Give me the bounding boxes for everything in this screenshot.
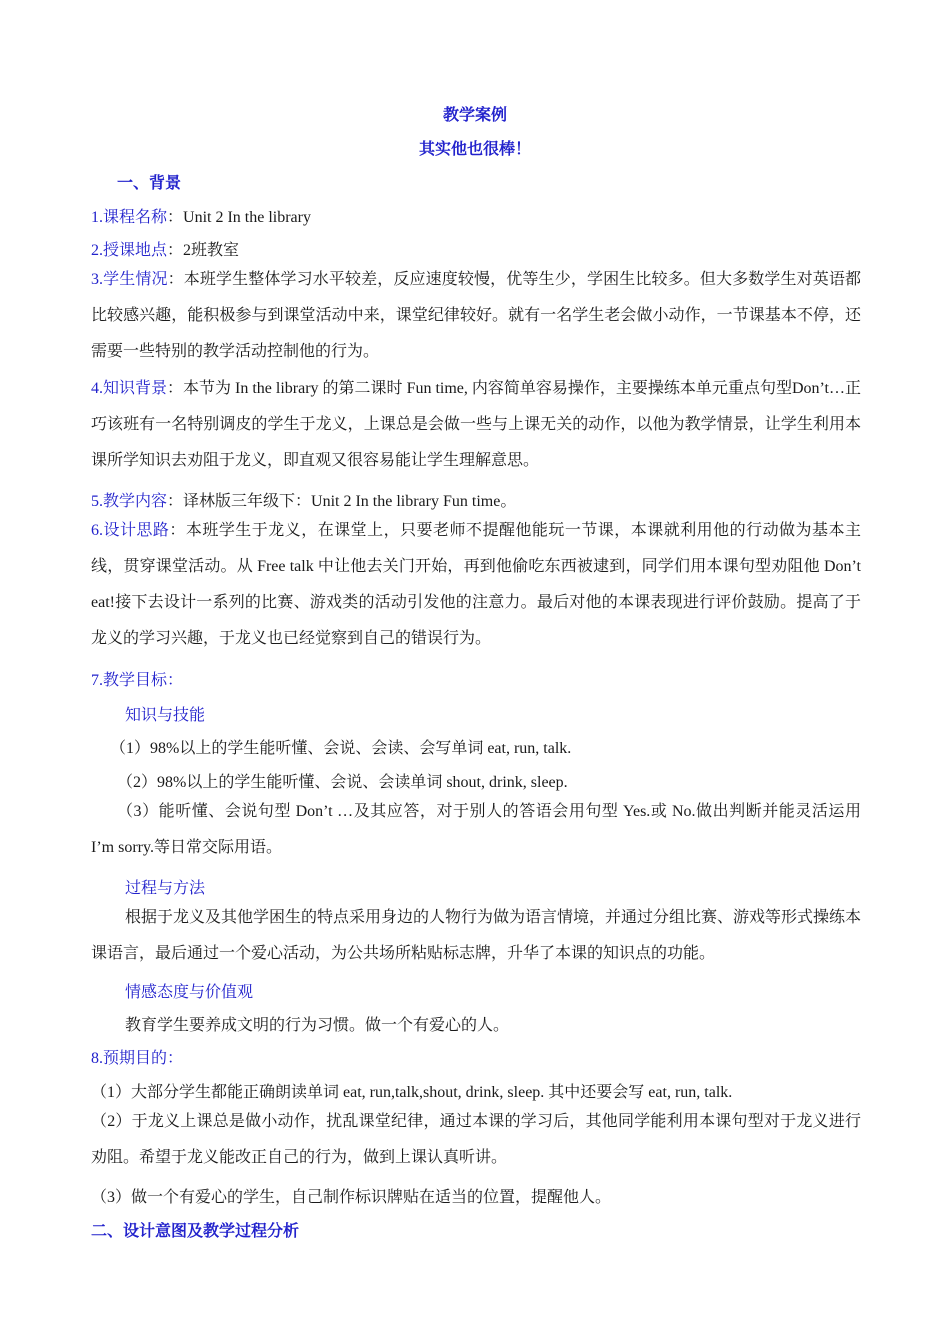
item-label: 4.知识背景 — [91, 380, 168, 397]
expected-2: （2）于龙义上课总是做小动作，扰乱课堂纪律，通过本课的学习后，其他同学能利用本课句型对于龙义进行劝阻。希望于龙义能改正自己的行为，做到上课认真听讲。 — [91, 1113, 861, 1166]
subheading-process-methods: 过程与方法 — [125, 880, 206, 897]
item-label: 5.教学内容 — [91, 493, 168, 510]
item-course-name — [91, 204, 861, 227]
subheading-attitude-values: 情感态度与价值观 — [125, 984, 254, 1001]
document-title: 教学案例 — [442, 107, 507, 124]
expected-3: （3）做一个有爱心的学生，自己制作标识牌贴在适当的位置，提醒他人。 — [91, 1189, 612, 1206]
item-teaching-goals: 7.教学目标： — [91, 672, 184, 689]
section-heading-background: 一、背景 — [117, 175, 182, 192]
item-text: ：本班学生于龙义，在课堂上，只要老师不提醒他能玩一节课，本课就利用他的行动做为基本主线，贯穿课堂活动。从 Free talk 中让他去关门开始，再到他偷吃东西被逮到，同学们用本课句型劝阻他 Don’t eat!接下去设计一系列的比赛、游戏类的活动引发他的注意力。最后对他的本课表现进行评价鼓励。提高了于龙义的学习兴趣，于龙义也已经觉察到自己的错误行为。 — [91, 522, 861, 647]
goal-knowledge-2: （2）98%以上的学生能听懂、会说、会读单词 shout, drink, sleep. — [117, 774, 568, 791]
item-label: 3.学生情况 — [91, 271, 168, 288]
item-location — [91, 237, 861, 260]
attitude-text: 教育学生要养成文明的行为习惯。做一个有爱心的人。 — [125, 1017, 510, 1034]
goal-knowledge-3: （3）能听懂、会说句型 Don’t …及其应答，对于别人的答语会用句型 Yes.或 No.做出判断并能灵活运用 I’m sorry.等日常交际用语。 — [91, 803, 861, 856]
subheading-knowledge-skills: 知识与技能 — [125, 707, 206, 724]
process-text: 根据于龙义及其他学困生的特点采用身边的人物行为做为语言情境，并通过分组比赛、游戏等形式操练本课语言，最后通过一个爱心活动，为公共场所粘贴标志牌，升华了本课的知识点的功能。 — [91, 909, 862, 962]
item-teaching-content — [91, 488, 861, 511]
item-text: ：译林版三年级下：Unit 2 In the library Fun time。 — [167, 493, 517, 510]
document-subtitle: 其实他也很棒！ — [418, 141, 531, 158]
item-label: 6.设计思路 — [91, 522, 170, 539]
item-text: ：2班教室 — [167, 242, 240, 259]
goal-knowledge-1: （1）98%以上的学生能听懂、会说、会读、会写单词 eat, run, talk. — [110, 740, 572, 757]
item-knowledge-background — [91, 371, 861, 479]
item-label: 2.授课地点 — [91, 242, 168, 259]
item-text: ：本班学生整体学习水平较差，反应速度较慢，优等生少，学困生比较多。但大多数学生对英语都比较感兴趣，能积极参与到课堂活动中来，课堂纪律较好。就有一名学生老会做小动作，一节课基本不停，还需要一些特别的教学活动控制他的行为。 — [91, 271, 861, 360]
expected-1: （1）大部分学生都能正确朗读单词 eat, run,talk,shout, drink, sleep. 其中还要会写 eat, run, talk. — [91, 1084, 733, 1101]
item-design-idea — [91, 513, 861, 657]
item-expected-goals: 8.预期目的： — [91, 1050, 184, 1067]
item-student-situation — [91, 262, 861, 370]
item-text: ：本节为 In the library 的第二课时 Fun time, 内容简单容易操作，主要操练本单元重点句型Don’t…正巧该班有一名特别调皮的学生于龙义，上课总是会做一些与上课无关的动作，以他为教学情景，让学生利用本课所学知识去劝阻于龙义，即直观又很容易能让学生理解意思。 — [91, 380, 861, 469]
item-text: ：Unit 2 In the library — [167, 209, 311, 226]
section-heading-design-process: 二、设计意图及教学过程分析 — [91, 1223, 300, 1240]
item-label: 1.课程名称 — [91, 209, 168, 226]
